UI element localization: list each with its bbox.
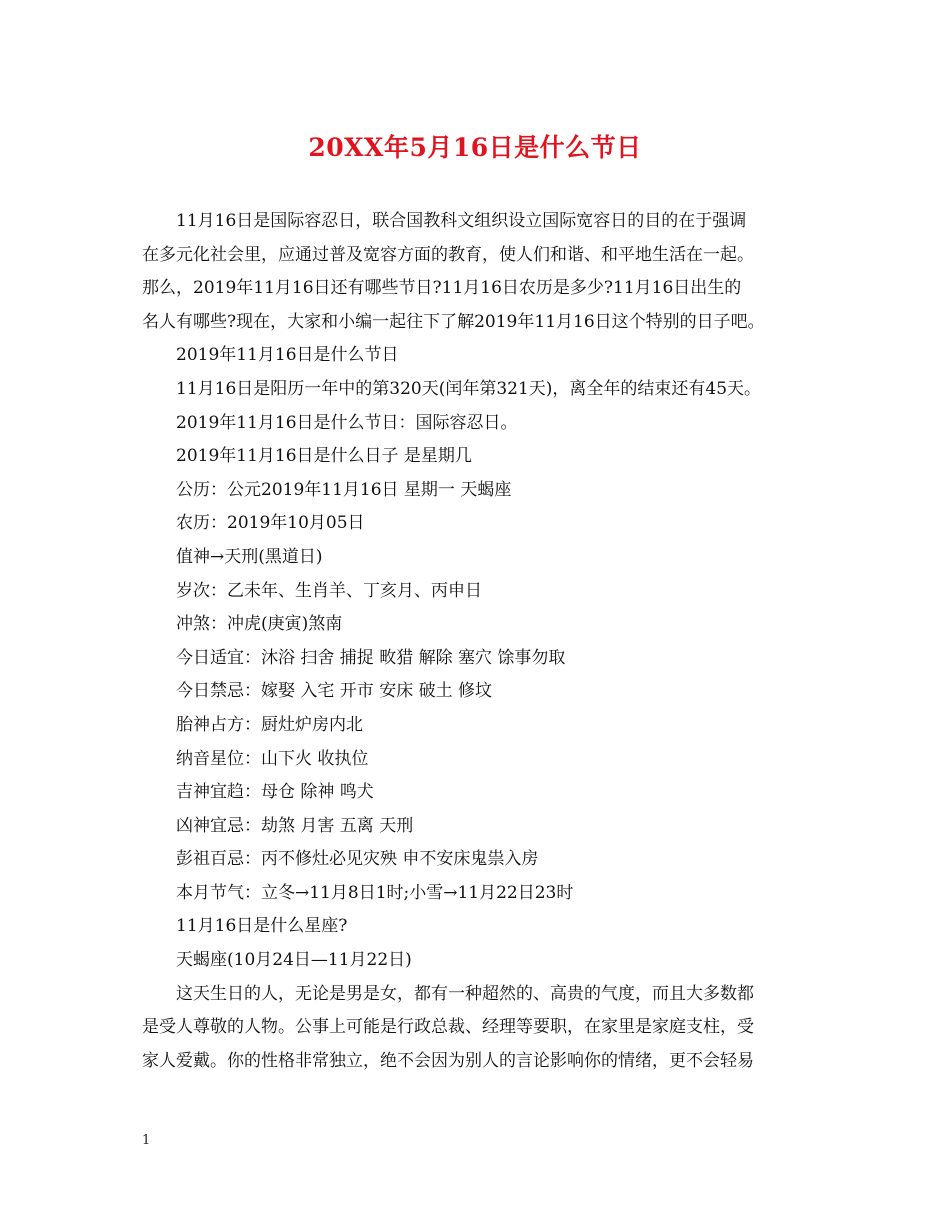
paragraph-line: 纳音星位：山下火 收执位 bbox=[176, 748, 369, 769]
paragraph-line: 农历：2019年10月05日 bbox=[176, 513, 365, 534]
paragraph-line: 11月16日是阳历一年中的第320天(闰年第321天)，离全年的结束还有45天。 bbox=[176, 378, 762, 399]
paragraph-line: 名人有哪些?现在，大家和小编一起往下了解2019年11月16日这个特别的日子吧。 bbox=[142, 311, 765, 332]
paragraph-line: 2019年11月16日是什么节日 bbox=[176, 345, 399, 366]
paragraph-line: 这天生日的人，无论是男是女，都有一种超然的、高贵的气度，而且大多数都 bbox=[176, 983, 754, 1004]
paragraph-line: 凶神宜忌：劫煞 月害 五离 天刑 bbox=[176, 815, 414, 836]
paragraph-line: 2019年11月16日是什么节日：国际容忍日。 bbox=[176, 412, 518, 433]
paragraph-line: 岁次：乙未年、生肖羊、丁亥月、丙申日 bbox=[176, 580, 482, 601]
paragraph-line: 冲煞：冲虎(庚寅)煞南 bbox=[176, 614, 343, 635]
paragraph-line: 2019年11月16日是什么日子 是星期几 bbox=[176, 446, 472, 467]
paragraph-line: 家人爱戴。你的性格非常独立，绝不会因为别人的言论影响你的情绪，更不会轻易 bbox=[142, 1050, 754, 1071]
paragraph-line: 彭祖百忌：丙不修灶必见灾殃 申不安床鬼祟入房 bbox=[176, 849, 539, 870]
paragraph-line: 胎神占方：厨灶炉房内北 bbox=[176, 714, 363, 735]
paragraph-line: 天蝎座(10月24日—11月22日) bbox=[176, 950, 412, 971]
paragraph-line: 公历：公元2019年11月16日 星期一 天蝎座 bbox=[176, 479, 512, 500]
paragraph-line: 11月16日是国际容忍日，联合国教科文组织设立国际宽容日的目的在于强调 bbox=[176, 211, 747, 231]
page-number: 1 bbox=[142, 1133, 151, 1148]
paragraph-line: 那么，2019年11月16日还有哪些节日?11月16日农历是多少?11月16日出生的 bbox=[142, 278, 742, 299]
paragraph-line: 值神→天刑(黑道日) bbox=[176, 546, 323, 567]
page-title: 20XX年5月16日是什么节日 bbox=[308, 133, 642, 162]
paragraph-line: 今日适宜：沐浴 扫舍 捕捉 畋猎 解除 塞穴 馀事勿取 bbox=[176, 647, 566, 668]
paragraph-line: 在多元化社会里，应通过普及宽容方面的教育，使人们和谐、和平地生活在一起。 bbox=[142, 244, 754, 265]
paragraph-line: 吉神宜趋：母仓 除神 鸣犬 bbox=[176, 782, 374, 803]
paragraph-line: 今日禁忌：嫁娶 入宅 开市 安床 破土 修坟 bbox=[176, 681, 493, 702]
paragraph-line: 11月16日是什么星座? bbox=[176, 916, 348, 937]
document-body bbox=[142, 205, 822, 1078]
paragraph-line: 本月节气：立冬→11月8日1时;小雪→11月22日23时 bbox=[176, 882, 574, 903]
paragraph-line: 是受人尊敬的人物。公事上可能是行政总裁、经理等要职，在家里是家庭支柱，受 bbox=[142, 1017, 754, 1038]
